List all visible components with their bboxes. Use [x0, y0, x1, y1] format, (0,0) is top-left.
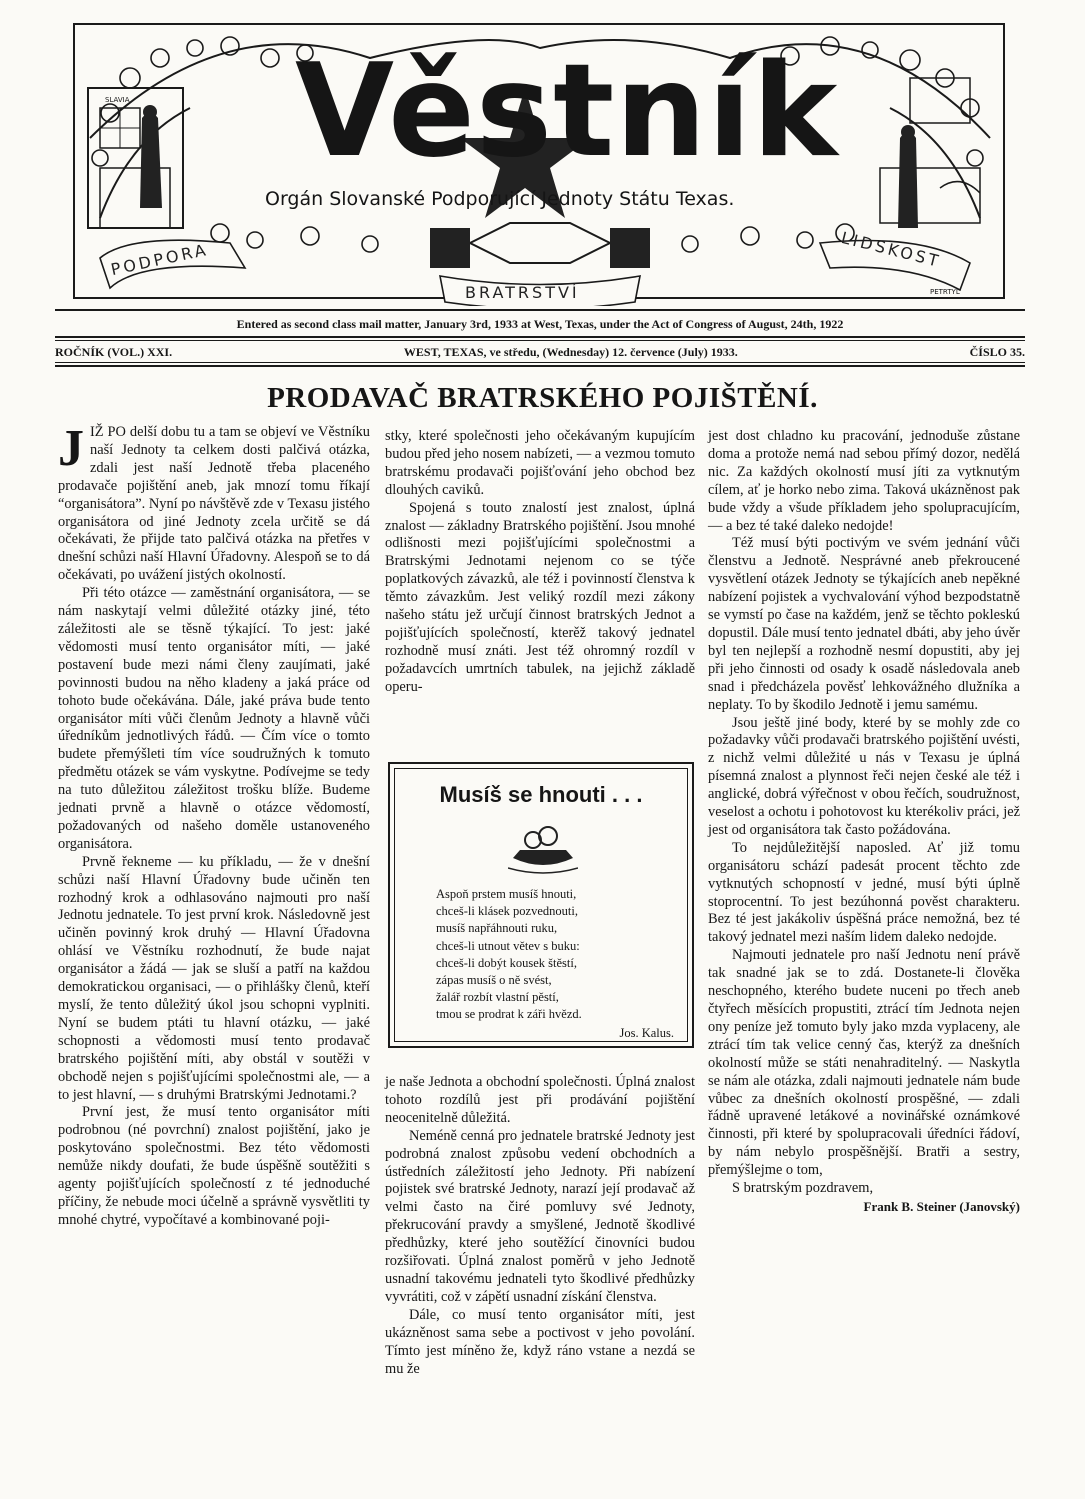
poem-line: musíš napřáhnouti ruku,	[436, 921, 558, 936]
paragraph: S bratrským pozdravem,	[732, 1180, 874, 1197]
poem-line: chceš-li utnout větev s buku:	[436, 938, 580, 953]
poem-line: chceš-li klásek pozvednouti,	[436, 904, 578, 919]
paragraph: Najmouti jednatele pro naší Jednotu není právě tak snadné jak se to zdá. Dostanete-li člověka neschopného, kterého budete nuceni po třech aneb čtyřech měsících propustiti, ztrácí tím Jednota nejen ony peníze jež tomuto byly jako mzda vyplaceny, ale ztrácí tím tak velice cenný čas, kterýž za dnešních okolností může se státi nenahraditelný. — Naskytla se nám ale otázka, zdali najmouti jednatele nám bude vůbec za dnešních okolností prospěšné, — zdali řádně upravené letákové a novinářské oznámkové činnosti, při které by spolupracovali úředníci řádoví, by nám nebylo prospěšnější. Bratři a sestry, přemýšlejme o tom,	[708, 947, 1020, 1179]
entry-notice: Entered as second class mail matter, January 3rd, 1933 at West, Texas, under the Act of Congress of August, 24th, 1922	[236, 317, 844, 331]
paragraph: Dále, co musí tento organisátor míti, jest ukázněnost sama sebe a poctivost v jeho povolání. Tímto jest míněno že, když ráno vstane a nezdá se mu že	[385, 1306, 695, 1377]
volume: ROČNÍK (VOL.) XXI.	[55, 345, 173, 359]
newspaper-subtitle: Orgán Slovanské Podporující Jednoty Státu Texas.	[265, 188, 735, 210]
paragraph: To nejdůležitější naposled. Ať již tomu organisátoru schází padesát procent těchto zde vytknutých schopností v jedné, musí býti úplně stoprocentní. To jest bezúhonná pověst charakteru. Bez té jest jakákoliv úspěšná práce nemožná, bez té takový jednatel mezi naším lidem daleko nedojde.	[708, 839, 1020, 946]
poem-author: Jos. Kalus.	[619, 1026, 674, 1040]
poem-line: Aspoň prstem musíš hnouti,	[436, 887, 577, 901]
paragraph: jest dost chladno ku pracování, jednoduše zůstane doma a protože nemá nad sebou přímý dozor, nedělá nic. Za každých okolností musí jíti za vytknutým cílem, ať je horko nebo zima. Taková ukázněnost pak bude vždy a všude příkladem jeho spolupracujícím, — a bez té také daleko nedojde!	[708, 428, 1020, 534]
poem-line: chceš-li dobýt kousek štěstí,	[436, 955, 577, 970]
poem-line: zápas musíš o ně svést,	[436, 973, 552, 988]
paragraph: První jest, že musí tento organisátor míti podrobnou (né povrchní) znalost pojištění, jako je poskytováno společnostmi. Bez této vědomosti nemůže nikdy doufati, že bude úspěšně soutěžiti s agenty pojišťujících společností z té jednoduché příčiny, že nebude moci účelně a správně vysvětliti ty mnohé chytré, vypočítavé a kombinované poji-	[58, 1104, 370, 1228]
paragraph: Prvně řekneme — ku příkladu, — že v dnešní schůzi naší Hlavní Úřadovny bude učiněn ten rozhodný krok a odhlasováno najmouti pro naší Jednotu jednatele. To jest první krok. Následovně jest učiněn povinný krok druhý — Hlavní Úřadovna ohlásí ve Věstníku rozhodnutí, že bude najat organisátor a žádá — jak se sluší a patří na každou demokratickou organisaci, — o přihlášky členů, kteří myslí, že tento důležitý úkol jsou schopni vyplniti. Nyní se budem ptáti tu hlavní otázku, — jaké schopnosti a vědomosti musí tento prodavač bratrského pojištění míti, aby obstál v soutěži v obchodě nejen s pojišťujícími společnostmi ale, — a to jest hlavní, — s druhými Bratrskými Jednotami.?	[58, 853, 370, 1103]
masthead	[70, 18, 1010, 306]
poem-title: Musíš se hnouti . . .	[439, 782, 643, 807]
sign-left: SLAVIA	[105, 96, 130, 104]
issue-date: WEST, TEXAS, ve středu, (Wednesday) 12. července (July) 1933.	[403, 345, 738, 359]
poem-line: tmou se prodrat k záři hvězd.	[436, 1007, 582, 1022]
paragraph: Jsou ještě jiné body, které by se mohly zde co požadavky vůči prodavači bratrského pojištění uvésti, z nichž velmi důležité u nás v Texasu je úplná písemná znalost a plynnost řeči nejen české ale též i anglické, dobrá výřečnost v obou řečích, soudružnost, veselost a ochotu i pohotovost ku kterékoliv práci, jež jest od organisátora tak často požádována.	[708, 714, 1020, 838]
divider	[55, 309, 1025, 311]
poem-line: žalář rozbít vlastní pěstí,	[436, 990, 559, 1005]
article-headline: PRODAVAČ BRATRSKÉHO POJIŠTĚNÍ.	[267, 382, 818, 414]
column-2	[385, 428, 695, 697]
poem-box	[388, 762, 694, 1048]
motto-left: PODPORA	[109, 239, 211, 280]
paragraph: stky, které společnosti jeho očekávaným kupujícím budou před jeho nosem nabízeti, — a vezmou tomuto bratrskému prodavači pojišťování jeho obchod bez dlouhých caviků.	[385, 428, 695, 498]
motto-right: LIDSKOST	[839, 227, 944, 272]
paragraph: Při této otázce — zaměstnání organisátora, — se nám naskytají velmi důležité otázky jiné, této záležitosti ale se těsně týkající. To jest: jaké vědomosti musí tento organisátor míti, — jaké postavení bude mezi námi členy zaujímati, jaké povinnosti budou na něho kladeny a jaká práce od tohoto bude očekávána. Dále, jaké práva bude tento organisátor míti vůči členům Jednoty a hlavně vůči úředníkům jednotlivých řádů. — Čím více o tomto budete přemýšleti tím více soudružných k tomuto předmětu otázek se vám vyskytne. Podívejme se tedy na tuto důležitou záležitost trošku blíže. Budeme jednati prvně a hlavně o otázce vědomostí, požadovaných od našeho doměle ustanoveného organisátora.	[58, 585, 370, 852]
paragraph: JIŽ PO delší dobu tu a tam se objeví ve Věstníku naší Jednoty ta celkem dosti palčivá otázka, zdali jest naší Jednotě třeba placeného prodavače pojištění aneb, jak mnozí tomu říkají “organisátora”. Nyní po návštěvě zde v Texasu jistého organisátora od jiné Jednoty zcela určitě se dá očekávati, že přijde tato palčivá otázka na přetřes v dnešní schůzi naší Hlavní Úřadovny. Alespoň se to dá očekávati, po uvážení jistých okolností.	[58, 420, 370, 584]
paragraph: Neméně cenná pro jednatele bratrské Jednoty jest podrobná znalost způsobu vedení obchodních a ústředních záležitostí jeho Jednoty. Při nabízení pojistek své bratrské Jednoty, narazí její prodavač až velmi často na čiré pomluvy své Jednoty, překrucování pravdy a smyšlené, Jednotě škodlivé předhůzky, které jeho soutěžící činovníci budou rozšiřovati. Úplná znalost poměrů v jeho Jednotě usnadní takovému jednateli tyto škodlivé předhůzky vyvrátiti, což v zápětí usnadní získání členstva.	[385, 1127, 695, 1305]
issue-number: ČÍSLO 35.	[969, 345, 1025, 359]
divider	[55, 340, 1025, 341]
issue-line	[55, 345, 1025, 360]
column-1	[58, 420, 370, 1230]
column-2-continued	[385, 1074, 695, 1378]
paragraph: je naše Jednota a obchodní společnosti. Úplná znalost tohoto rozdílů jest při prodávání pojištění neocenitelně důležitá.	[385, 1074, 695, 1126]
divider	[55, 362, 1025, 363]
artist-signature: PETRTYL	[930, 288, 960, 296]
signature: Frank B. Steiner (Janovský)	[863, 1198, 1020, 1214]
motto-center: BRATRSTVÍ	[465, 283, 580, 302]
paragraph: Též musí býti poctivým ve svém jednání vůči členstvu a Jednotě. Nesprávné aneb překroucené vysvětlení otázek Jednoty se týkajících aneb nepěkné nabízení pojistek a vychvalování výhod bezpodstatně se vymstí po čase na každém, jenž se těchto pokleskú dopustil. Dále musí tento jednatel dbáti, aby jeho úvěr byl ten nejlepší a rozhodně nesmí dopustiti, aby jej při jeho činnosti od osady k osadě následovala aneb snad i předcházela pověsť lehkovážného dlužníka a neplaty. To by škodilo Jednotě i jemu samému.	[708, 535, 1020, 713]
poem-lines	[436, 886, 676, 1024]
column-3	[708, 428, 1020, 1216]
divider	[55, 336, 1025, 338]
newspaper-title: Věstník	[295, 37, 839, 186]
boat-illustration-icon	[508, 820, 578, 875]
drop-cap: J	[58, 420, 84, 477]
divider	[55, 365, 1025, 367]
paragraph: Spojená s touto znalostí jest znalost, úplná znalost — základny Bratrského pojištění. Jsou mnohé odlišnosti mezi pojišťujícími společnostmi a Bratrskými Jednotami nejenom co se týče poplatkových závazků, ale též i povinností členstva k těmto závazkům. Jest veliký rozdíl mezi zákony našeho státu jež určují činnost bratrských Jednot a pojišťujících společností, kterěž takový jednatel rozhodně musí znáti. Jest též ohromný rozdíl v požadavcích umrtních tabulek, na jejichž základě operu-	[385, 499, 695, 695]
